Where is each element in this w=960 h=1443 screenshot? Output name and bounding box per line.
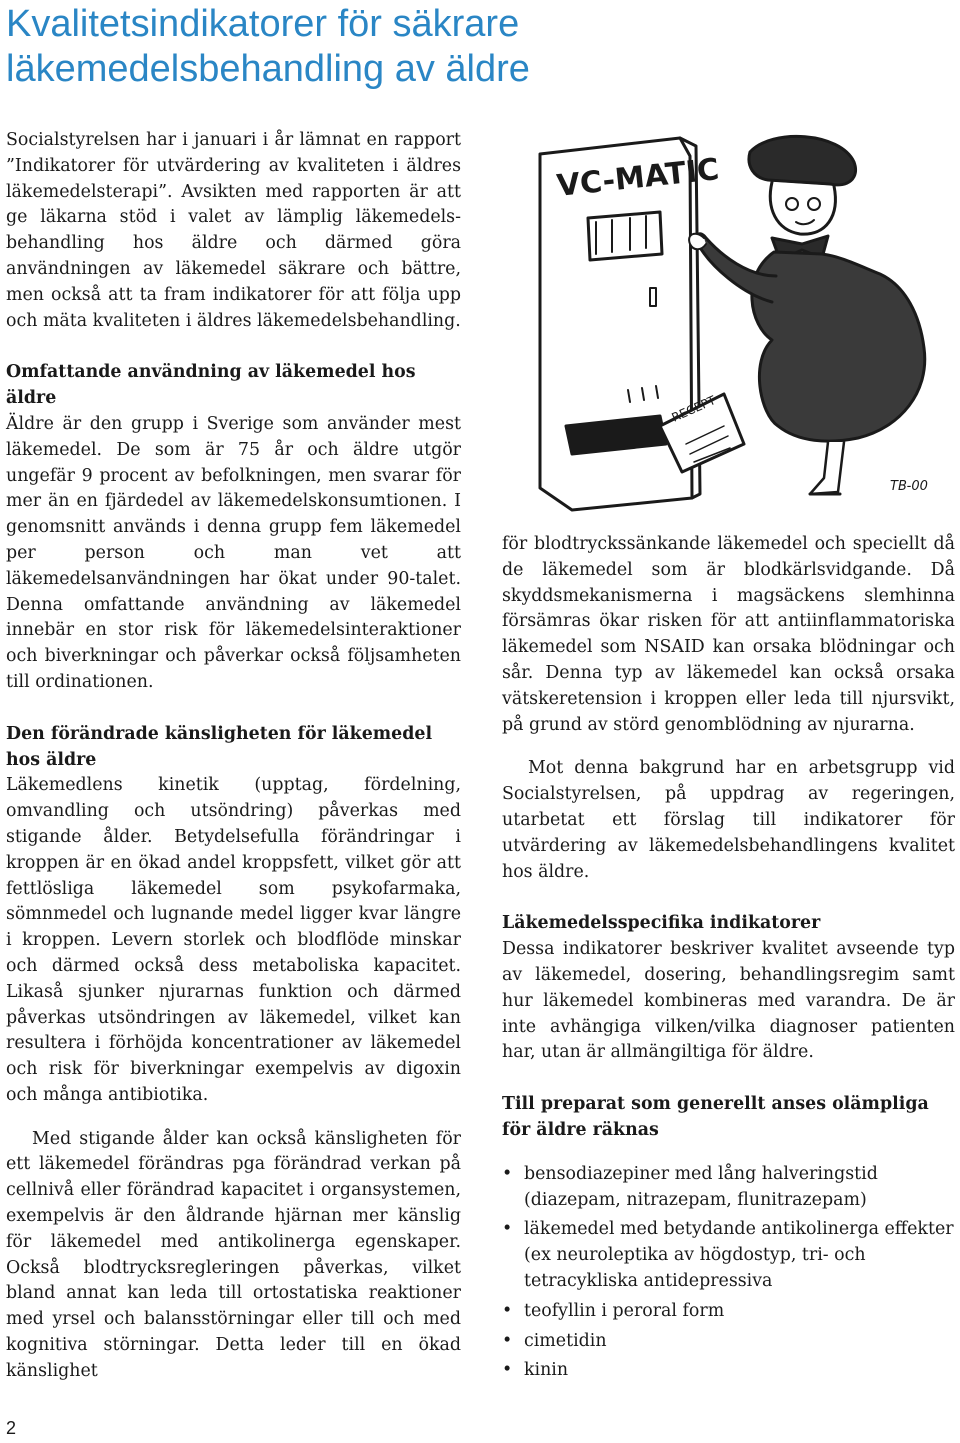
section1-heading: Omfattande användning av läkemedel hos äldre: [6, 362, 416, 409]
cartoon-signature: TB-00: [890, 479, 928, 494]
section2-heading: Den förändrade känsligheten för läkemedel hos äldre: [6, 723, 433, 770]
title-line-2: läkemedelsbehandling av äldre: [6, 48, 530, 90]
section2-body-2: Med stigande ålder kan också känsligheten för ett läkemedel förändras pga förändrad verkan på cellnivå eller förändrad kapacitet i organsystemen, exempelvis är den åldrande hjärnan mer känslig för läkemedel med antikolinerga egenskaper. Också blodtrycksregleringen påverkas, vilket bland annat kan leda till ortostatiska reaktioner med yrsel och balansstörningar eller till och med kognitiva störningar. Detta leder till en ökad känslighet: [6, 1128, 461, 1381]
right-continued-paragraph: för blodtryckssänkande läkemedel och speciellt då de läkemedel som är blodkärlsvidgande. Då skyddsmekanismerna i magsäckens slemhinna försämras ökar risken för att antiinflammatoriska läkemedel som NSAID kan orsaka blödningar och sår. Denna typ av läkemedel kan också orsaka vätskeretension i kroppen eller leda till njursvikt, på grund av störd genomblödning av njurarna.: [502, 534, 955, 735]
woman-face: [770, 182, 835, 234]
list-item: • teofyllin i peroral form: [502, 1299, 955, 1325]
receipt-label: RECEPT: [669, 393, 718, 425]
list-item: • cimetidin: [502, 1329, 955, 1355]
section4-heading: Till preparat som generellt anses olämpliga för äldre räknas: [502, 1094, 929, 1140]
machine-label: VC-MATIC: [555, 152, 721, 204]
title-line-1: Kvalitetsindikatorer för säkrare: [6, 3, 520, 45]
cartoon-illustration: [510, 126, 956, 514]
section3-body: Dessa indikatorer beskriver kvalitet avseende typ av läkemedel, dosering, behandlingsregim samt hur läkemedel kombineras med varandra. De är inte avhängiga vilken/vilka diagnoser patienten har, utan är allmängiltiga för äldre.: [502, 939, 955, 1063]
left-column: [6, 128, 461, 1385]
right-paragraph-2: Mot denna bakgrund har en arbetsgrupp vid Socialstyrelsen, på uppdrag av regeringen, utarbetat ett förslag till indikatorer för utvärdering av läkemedelsbehandlingens kvalitet hos äldre.: [502, 758, 955, 882]
section1-body: Äldre är den grupp i Sverige som använder mest läkemedel. De som är 75 år och äldre utgör ungefär 9 procent av befolkningen, men svarar för mer än en fjärdedel av läkemedelskonsumtionen. I genomsnitt används i denna grupp fem läkemedel per person och man vet att läkemedelsanvändningen har ökat under 90-talet. Denna omfattande användning av läkemedel innebär en stor risk för läkemedelsinteraktioner och biverkningar och påverkar också följsamheten till ordinationen.: [6, 413, 461, 692]
section3-heading: Läkemedelsspecifika indikatorer: [502, 913, 821, 934]
woman-hat: [749, 136, 856, 184]
unsuitable-drugs-list: [502, 1162, 955, 1384]
list-item: • kinin: [502, 1358, 955, 1384]
page-title: [6, 2, 946, 92]
intro-paragraph: Socialstyrelsen har i januari i år lämnat en rapport ”Indikatorer för utvärdering av kvaliteten i äldres läkemedelsterapi”. Avsikten med rapporten är att ge läkarna stöd i valet av lämplig läkemedels-behandling hos äldre och därmed göra användningen av läkemedel säkrare och bättre, men också att ta fram indikatorer för att följa upp och mäta kvaliteten i äldres läkemedelsbehandling.: [6, 130, 461, 331]
woman-dress: [752, 252, 925, 441]
list-item: • bensodiazepiner med lång halveringstid (diazepam, nitrazepam, flunitrazepam): [502, 1162, 955, 1214]
right-column: [502, 532, 955, 1388]
woman-leg: [810, 442, 844, 494]
page-number: 2: [6, 1418, 17, 1438]
section2-body: Läkemedlens kinetik (upptag, fördelning, omvandling och utsöndring) påverkas med stigande ålder. Betydelsefulla förändringar i kroppen är en ökad andel kroppsfett, vilket gör att fettlösliga läkemedel som psykofarmaka, sömnmedel och lugnande medel ligger kvar längre i kroppen. Levern storlek och blodflöde minskar och därmed också dess metaboliska kapacitet. Likaså sjunker njurarnas funktion och därmed påverkas utsöndringen av läkemedel, vilket kan resultera i förhöjda koncentrationer av läkemedel och risk för biverkningar exempelvis av digoxin och många antibiotika.: [6, 775, 461, 1105]
list-item: • läkemedel med betydande antikolinerga effekter (ex neuroleptika av högdostyp, tri- och tetracykliska antidepressiva: [502, 1217, 955, 1294]
